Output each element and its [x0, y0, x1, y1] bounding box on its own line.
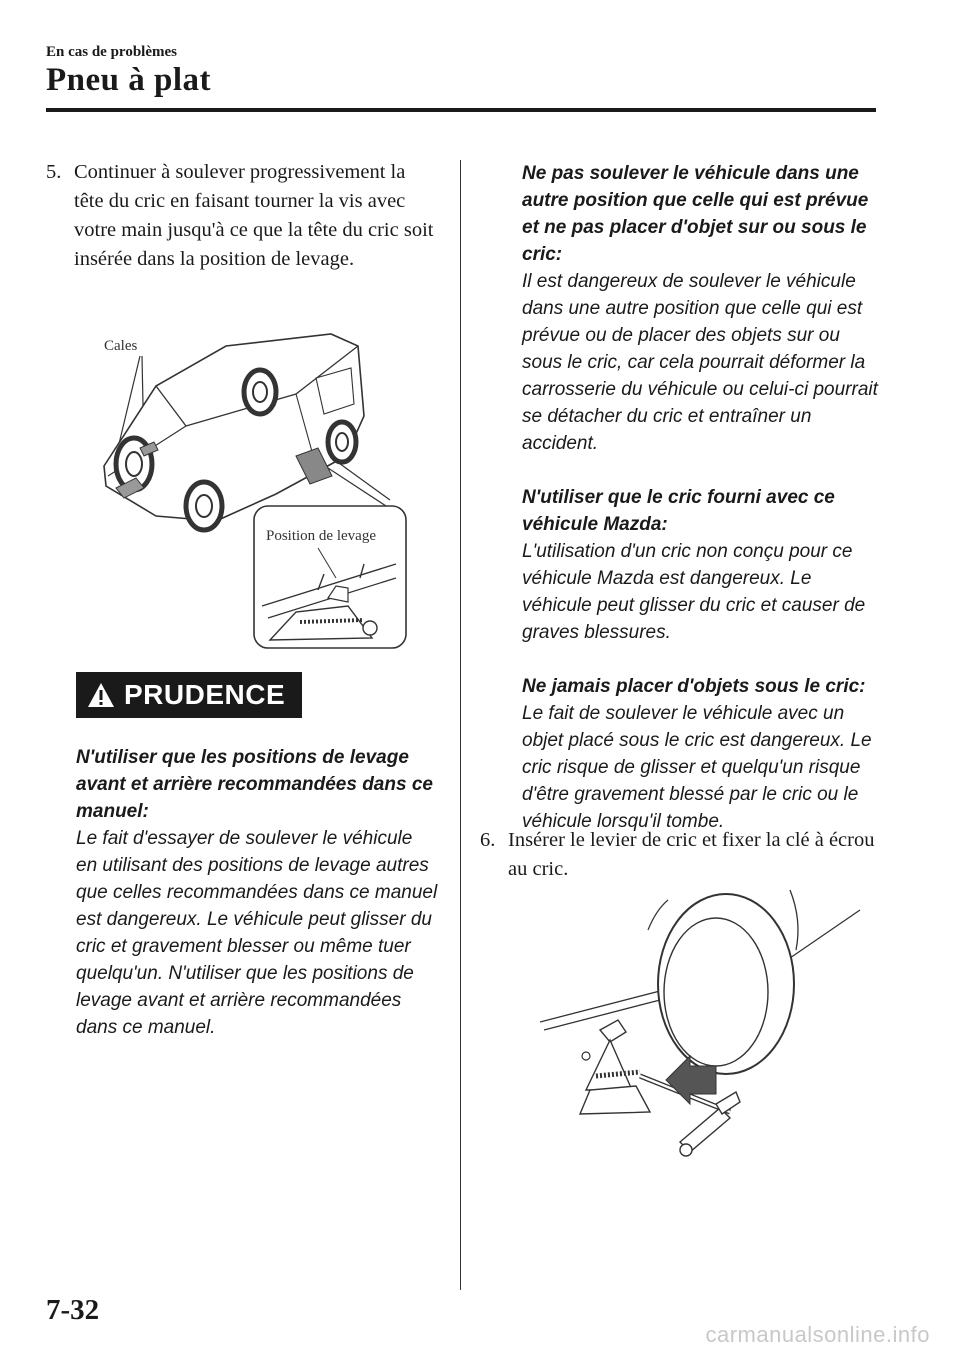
caution-banner [76, 672, 302, 718]
caution-body: Il est dangereux de soulever le véhicule dans une autre position que celle qui est prévue ou de placer des objets sur ou sous le cric, car cela pourrait déformer la carrosserie du véhicule ou celui-ci pourrait se détacher du cric et entraîner un accident. [522, 271, 878, 454]
label-chocks: Cales [104, 338, 138, 354]
caution-heading: N'utiliser que les positions de levage avant et arrière recommandées dans ce manuel: [76, 747, 433, 822]
jack-lever-wrench-illustration [540, 880, 870, 1170]
step-number: 5. [46, 161, 62, 183]
step-5 [46, 158, 436, 274]
step-number: 6. [480, 829, 496, 851]
warning-triangle-icon [86, 681, 116, 709]
page-number: 7-32 [46, 1294, 100, 1326]
step-text: Insérer le levier de cric et fixer la clé à écrou au cric. [508, 829, 875, 880]
header-rule [46, 108, 876, 112]
caution-heading: N'utiliser que le cric fourni avec ce véhicule Mazda: [522, 487, 835, 535]
caution-blocks-right [522, 160, 882, 835]
caution-heading: Ne jamais placer d'objets sous le cric: [522, 676, 866, 697]
caution-heading: Ne pas soulever le véhicule dans une autre position que celle qui est prévue et ne pas placer d'objet sur ou sous le cric: [522, 163, 869, 265]
step-text: Continuer à soulever progressivement la tête du cric en faisant tourner la vis avec votre main jusqu'à ce que la tête du cric soit insérée dans la position de levage. [74, 161, 434, 270]
caution-body: Le fait d'essayer de soulever le véhicule en utilisant des positions de levage autres que celles recommandées dans ce manuel est dangereux. Le véhicule peut glisser du cric et gravement blesser ou même tuer quelqu'un. N'utiliser que les positions de levage avant et arrière recommandées dans ce manuel. [76, 828, 438, 1038]
column-divider [460, 160, 461, 1290]
watermark: carmanualsonline.info [705, 1322, 930, 1347]
caution-body: L'utilisation d'un cric non conçu pour ce véhicule Mazda est dangereux. Le véhicule peut glisser du cric et causer de graves blessures. [522, 541, 866, 643]
label-jack-position: Position de levage [266, 528, 376, 544]
section-heading: En cas de problèmes [46, 44, 177, 60]
caution-body: Le fait de soulever le véhicule avec un objet placé sous le cric est dangereux. Le cric risque de glisser et quelqu'un risque d'être gravement blessé par le cric ou le véhicule lorsqu'il tombe. [522, 703, 872, 832]
jacking-vehicle-illustration [96, 316, 416, 656]
caution-block-1 [76, 744, 438, 1041]
page-title: Pneu à plat [46, 62, 212, 98]
step-6 [480, 826, 880, 884]
caution-label: PRUDENCE [124, 679, 286, 710]
